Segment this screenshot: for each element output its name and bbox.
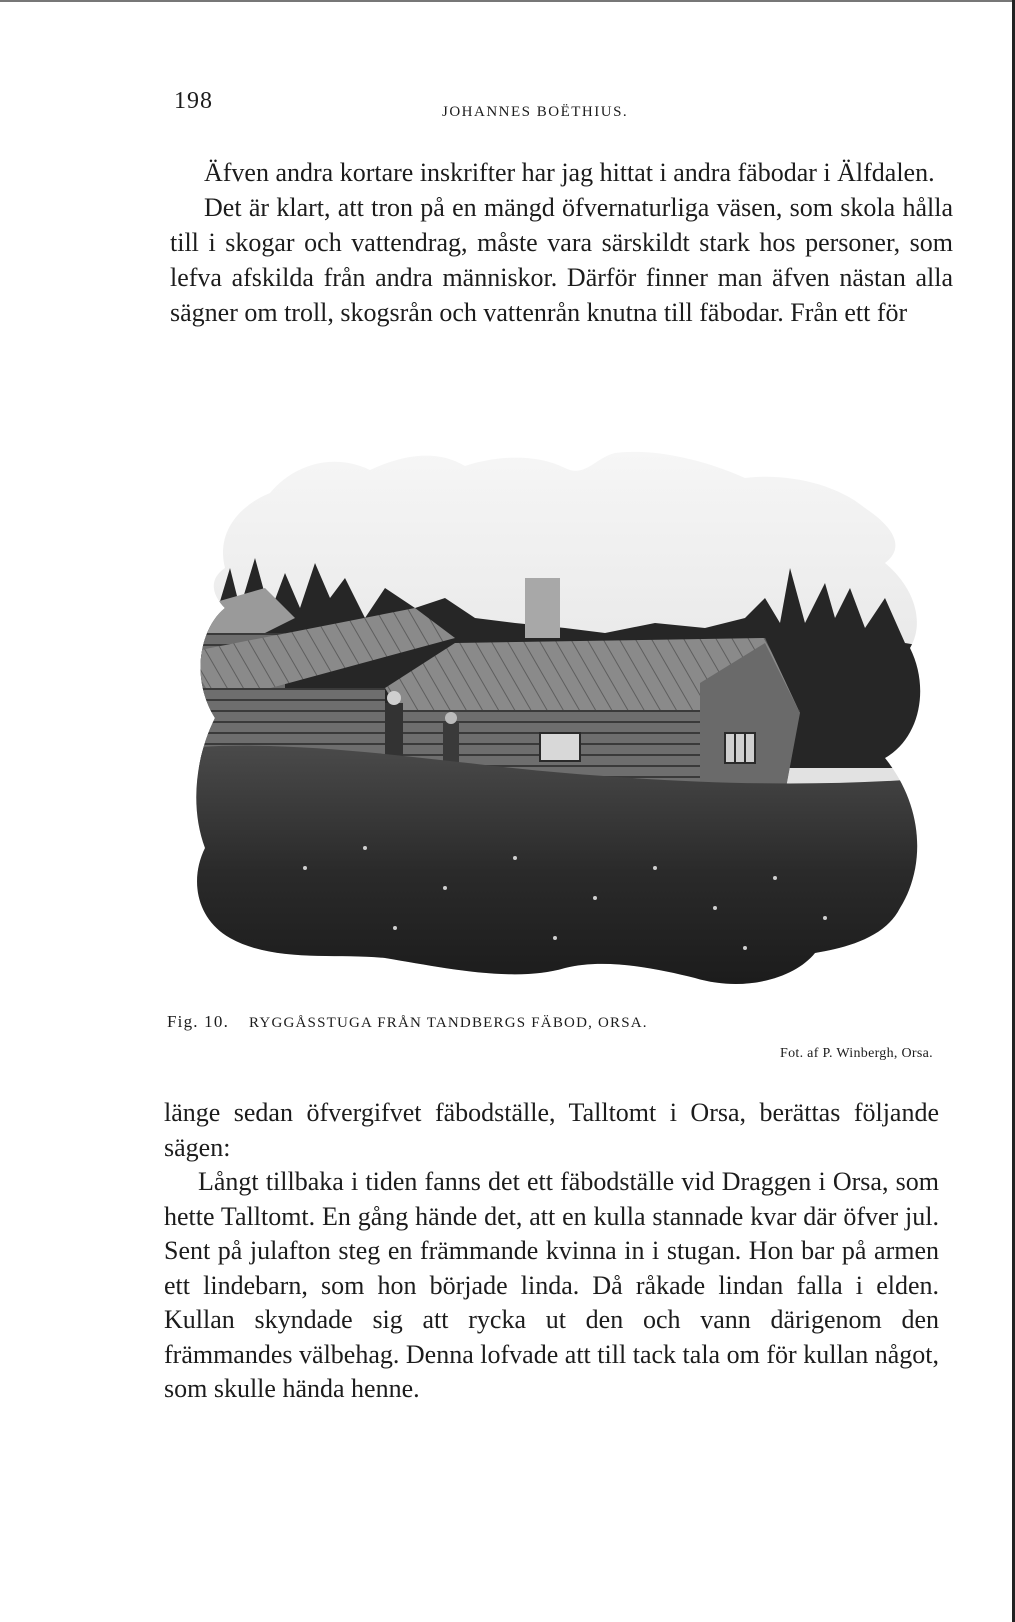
photo-credit: Fot. af P. Winbergh, Orsa. xyxy=(780,1046,933,1061)
log-cabin-photo xyxy=(185,448,935,998)
paragraph-1: Äfven andra kortare inskrifter har jag hittat i andra fäbodar i Älfdalen. xyxy=(204,158,935,187)
figure-number: Fig. 10. xyxy=(167,1012,230,1031)
scan-edge-top xyxy=(0,0,1015,2)
paragraph-4: Långt tillbaka i tiden fanns det ett fäbodställe vid Draggen i Orsa, som hette Talltomt. En gång hände det, att en kulla stannade kvar där öfver jul. Sent på julafton steg en främmande kvinna in i stugan. Hon bar på armen ett lindebarn, som hon började linda. Då råkade lindan falla i elden. Kullan skyndade sig att rycka ut den och vann därigenom den främmandes välbehag. Denna lofvade att till tack tala om för kullan något, som skulle hända henne. xyxy=(164,1167,939,1403)
paragraph-3: länge sedan öfvergifvet fäbodställe, Talltomt i Orsa, berättas följande sägen: xyxy=(164,1098,939,1162)
figure-caption xyxy=(167,1012,648,1032)
figure-caption-text: RYGGÅSSTUGA FRÅN TANDBERGS FÄBOD, ORSA. xyxy=(249,1015,648,1031)
page-header xyxy=(0,82,1015,122)
page-number: 198 xyxy=(174,88,213,114)
running-head: JOHANNES BOËTHIUS. xyxy=(442,104,629,120)
bottom-text-block xyxy=(164,1096,939,1407)
paragraph-2: Det är klart, att tron på en mängd öfvernaturliga väsen, som skola hålla till i skogar och vattendrag, måste vara särskildt stark hos personer, som lefva afskilda från andra människor. Därför finner man äfven nästan alla sägner om troll, skogsrån och vattenrån knutna till fäbodar. Från ett för xyxy=(170,193,953,327)
top-text-block xyxy=(170,155,953,330)
